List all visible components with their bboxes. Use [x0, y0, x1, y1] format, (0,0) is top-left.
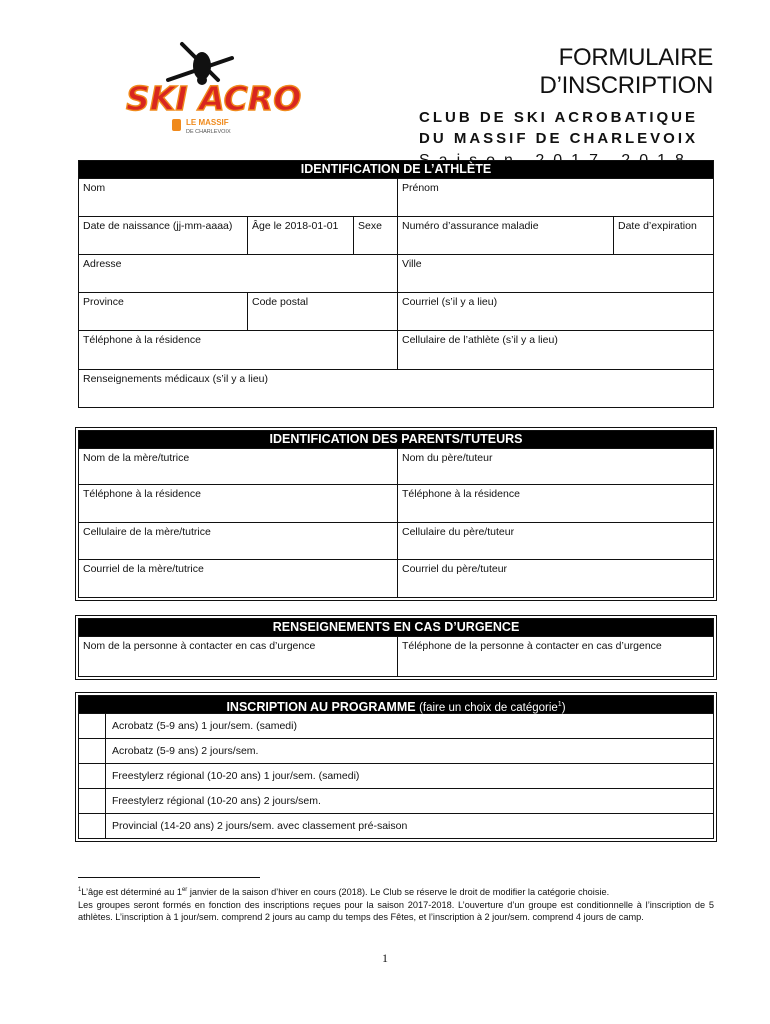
expiration-label: Date d’expiration	[618, 220, 697, 232]
adresse-label: Adresse	[83, 258, 122, 270]
parents-section-heading: IDENTIFICATION DES PARENTS/TUTEURS	[79, 431, 713, 448]
prenom-field[interactable]	[397, 179, 713, 216]
footnote-rule	[78, 877, 260, 878]
tel-urgence-field[interactable]	[397, 637, 713, 676]
programme-option[interactable]	[79, 813, 713, 838]
nom-mere-label: Nom de la mère/tutrice	[83, 452, 190, 464]
logo-wordmark: SKI ACRO	[126, 79, 302, 118]
adresse-field[interactable]	[79, 255, 397, 292]
prenom-label: Prénom	[402, 182, 439, 194]
code-postal-label: Code postal	[252, 296, 309, 308]
nom-pere-field[interactable]	[397, 449, 713, 484]
province-label: Province	[83, 296, 124, 308]
club-logo	[120, 40, 305, 140]
svg-text:DE CHARLEVOIX: DE CHARLEVOIX	[186, 129, 231, 135]
contact-urgence-field[interactable]	[79, 637, 397, 676]
sexe-label: Sexe	[358, 220, 382, 232]
programme-option-checkbox[interactable]	[79, 814, 106, 838]
programme-option-label: Provincial (14-20 ans) 2 jours/sem. avec classement pré-saison	[112, 820, 408, 832]
urgence-section	[78, 618, 714, 677]
age-field[interactable]	[247, 217, 353, 254]
cell-mere-label: Cellulaire de la mère/tutrice	[83, 526, 211, 538]
assurance-field[interactable]	[397, 217, 613, 254]
programme-option-checkbox[interactable]	[79, 739, 106, 763]
province-field[interactable]	[79, 293, 247, 330]
programme-option-label: Acrobatz (5-9 ans) 1 jour/sem. (samedi)	[112, 720, 297, 732]
courriel-pere-field[interactable]	[397, 560, 713, 597]
programme-option-checkbox[interactable]	[79, 789, 106, 813]
ville-label: Ville	[402, 258, 422, 270]
programme-option-label: Freestylerz régional (10-20 ans) 2 jours/sem.	[112, 795, 321, 807]
programme-option-checkbox[interactable]	[79, 714, 106, 738]
cellulaire-label: Cellulaire de l’athlète (s’il y a lieu)	[402, 334, 558, 346]
programme-option-label: Acrobatz (5-9 ans) 2 jours/sem.	[112, 745, 259, 757]
date-naissance-field[interactable]	[79, 217, 247, 254]
medical-label: Renseignements médicaux (s’il y a lieu)	[83, 373, 268, 385]
form-header	[383, 44, 713, 170]
athlete-section	[78, 160, 714, 408]
footnote-line-1: $^1$L’âge est déterminé au 1er janvier de la saison d’hiver en cours (2018). Le Club se réserve le droit de modifier la catégorie choisie.	[78, 887, 610, 898]
programme-option-checkbox[interactable]	[79, 764, 106, 788]
courriel-field[interactable]	[397, 293, 713, 330]
ville-field[interactable]	[397, 255, 713, 292]
tel-mere-label: Téléphone à la résidence	[83, 488, 201, 500]
parents-section	[78, 430, 714, 598]
assurance-label: Numéro d’assurance maladie	[402, 220, 539, 232]
athlete-section-heading: IDENTIFICATION DE L’ATHLÈTE	[79, 161, 713, 178]
courriel-mere-field[interactable]	[79, 560, 397, 597]
programme-section-heading: INSCRIPTION AU PROGRAMME (faire un choix de catégorie$^1$)	[79, 696, 713, 713]
nom-mere-field[interactable]	[79, 449, 397, 484]
nom-pere-label: Nom du père/tuteur	[402, 452, 493, 464]
sexe-field[interactable]	[353, 217, 397, 254]
cell-pere-field[interactable]	[397, 523, 713, 559]
cell-pere-label: Cellulaire du père/tuteur	[402, 526, 515, 538]
club-name-line-1: CLUB DE SKI ACROBATIQUE	[419, 109, 698, 126]
medical-field[interactable]	[79, 370, 713, 407]
age-label: Âge le 2018-01-01	[252, 220, 339, 232]
programme-option[interactable]	[79, 713, 713, 738]
courriel-label: Courriel (s’il y a lieu)	[402, 296, 498, 308]
tel-pere-field[interactable]	[397, 485, 713, 522]
telephone-label: Téléphone à la résidence	[83, 334, 201, 346]
club-name-line-2: DU MASSIF DE CHARLEVOIX	[419, 130, 699, 147]
svg-text:LE MASSIF: LE MASSIF	[186, 118, 229, 127]
contact-urgence-label: Nom de la personne à contacter en cas d’urgence	[83, 640, 316, 652]
courriel-pere-label: Courriel du père/tuteur	[402, 563, 508, 575]
tel-mere-field[interactable]	[79, 485, 397, 522]
footnote-line-2: Les groupes seront formés en fonction des inscriptions reçues pour la saison 2017-2018. L’ouverture d’un groupe est conditionnelle à l’inscription de 5 athlètes. L’inscription à 1 jour/sem. comprend 2 jours au camp du temps des Fêtes, et l’inscription à 2 jour/sem. comprend 4 jours de camp.	[78, 899, 714, 923]
tel-pere-label: Téléphone à la résidence	[402, 488, 520, 500]
programme-section	[78, 695, 714, 839]
nom-field[interactable]	[79, 179, 397, 216]
tel-urgence-label: Téléphone de la personne à contacter en cas d’urgence	[402, 640, 662, 652]
programme-option[interactable]	[79, 738, 713, 763]
form-title: FORMULAIRE D’INSCRIPTION	[539, 44, 713, 99]
programme-option[interactable]	[79, 788, 713, 813]
programme-options	[79, 713, 713, 838]
programme-option-label: Freestylerz régional (10-20 ans) 1 jour/sem. (samedi)	[112, 770, 360, 782]
page-number: 1	[382, 951, 388, 965]
urgence-section-heading: RENSEIGNEMENTS EN CAS D’URGENCE	[79, 619, 713, 636]
programme-option[interactable]	[79, 763, 713, 788]
telephone-field[interactable]	[79, 331, 397, 369]
courriel-mere-label: Courriel de la mère/tutrice	[83, 563, 204, 575]
nom-label: Nom	[83, 182, 106, 194]
expiration-field[interactable]	[613, 217, 713, 254]
cell-mere-field[interactable]	[79, 523, 397, 559]
date-naissance-label: Date de naissance (jj-mm-aaaa)	[83, 220, 233, 232]
footnote	[78, 884, 714, 924]
cellulaire-field[interactable]	[397, 331, 713, 369]
code-postal-field[interactable]	[247, 293, 397, 330]
